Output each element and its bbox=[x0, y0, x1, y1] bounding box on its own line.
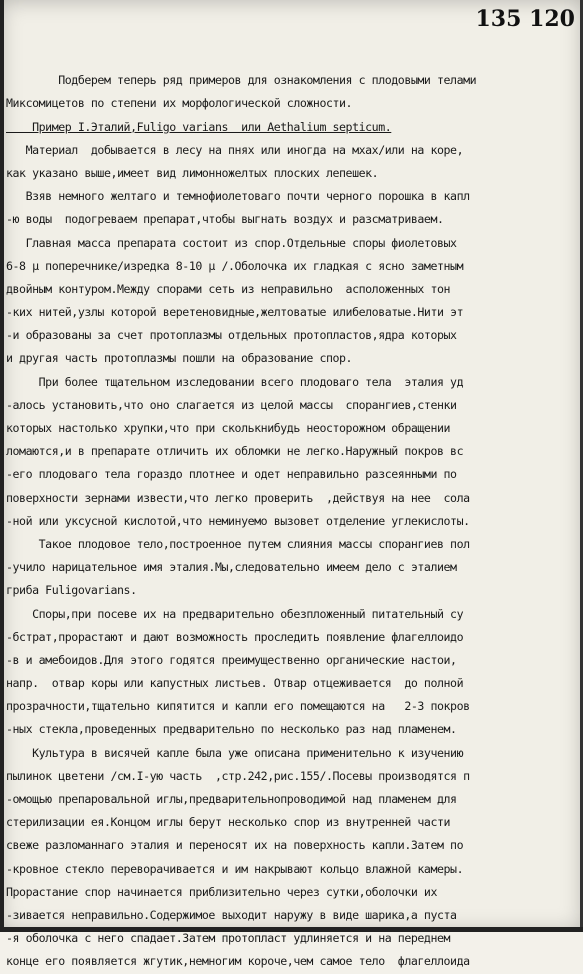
text-line: -его плодоваго тела гораздо плотнее и одет неправильно разсеянными по bbox=[6, 467, 457, 482]
text-line: Такое плодовое тело,построенное путем слияния массы спорангиев пол bbox=[6, 536, 470, 551]
text-line: -ких нитей,узлы которой веретеновидные,желтоватые илибеловатые.Нити эт bbox=[6, 305, 464, 320]
text-line: свеже разломаннаго эталия и переносят их на поверхность капли.Затем по bbox=[6, 838, 464, 853]
text-line: гриба Fuligovarians. bbox=[6, 583, 137, 598]
text-line: -зивается неправильно.Содержимое выходит наружу в виде шарика,а пуста bbox=[6, 907, 457, 922]
text-line: Материал добывается в лесу на пнях или иногда на мхах/или на коре, bbox=[6, 142, 464, 157]
text-line: -ной или уксусной кислотой,что неминуемо вызовет отделение углекислоты. bbox=[6, 513, 470, 528]
text-line: Споры,при посеве их на предварительно обезпложенный питательный су bbox=[6, 606, 464, 621]
text-line: Культура в висячей капле была уже описана применительно к изучению bbox=[6, 745, 464, 760]
text-line: При более тщательном изследовании всего плодоваго тела эталия уд bbox=[6, 374, 464, 389]
text-line: прозрачности,тщательно кипятится и капли его помещаются на 2-3 покров bbox=[6, 699, 470, 714]
text-line: Взяв немного желтаго и темнофиолетоваго почти черного порошка в капл bbox=[6, 189, 470, 204]
text-line: Подберем теперь ряд примеров для ознакомления с плодовыми телами bbox=[6, 73, 477, 88]
text-line: поверхности зернами извести,что легко проверить ,действуя на нее сола bbox=[6, 490, 470, 505]
text-line: Миксомицетов по степени их морфологической сложности. bbox=[6, 96, 353, 111]
text-line: -алось установить,что оно слагается из целой массы спорангиев,стенки bbox=[6, 397, 457, 412]
text-line: -в и амебоидов.Для этого годятся преимущественно органические настои, bbox=[6, 652, 457, 667]
text-line: как указано выше,имеет вид лимонножелтых плоских лепешек. bbox=[6, 165, 379, 180]
text-line: Пример I.Эталий,Fuligo varians или Aethalium septicum. bbox=[6, 119, 392, 134]
page-edge-left bbox=[0, 0, 4, 932]
text-line: -я оболочка с него спадает.Затем протопласт удлиняется и на переднем bbox=[6, 931, 451, 946]
text-line: ломаются,и в препарате отличить их обломки не легко.Наружный покров вс bbox=[6, 444, 464, 459]
text-line: -ю воды подогреваем препарат,чтобы выгнать воздух и разсматриваем. bbox=[6, 212, 444, 227]
page-number: 135 120 bbox=[475, 6, 575, 32]
text-line: и другая часть протоплазмы пошли на образование спор. bbox=[6, 351, 353, 366]
typewritten-text bbox=[6, 46, 580, 974]
text-line: Главная масса препарата состоит из спор.Отдельные споры фиолетовых bbox=[6, 235, 457, 250]
text-line: конце его появляется жгутик,немногим короче,чем самое тело флагеллоида bbox=[6, 954, 470, 969]
text-line: которых настолько хрупки,что при сколькнибудь неосторожном обращении bbox=[6, 421, 451, 436]
text-line: -ных стекла,проведенных предварительно по несколько раз над пламенем. bbox=[6, 722, 457, 737]
text-line: -учило нарицательное имя эталия.Мы,следовательно имеем дело с эталием bbox=[6, 560, 457, 575]
text-line: напр. отвар коры или капустных листьев. Отвар отцеживается до полной bbox=[6, 676, 464, 691]
text-line: 6-8 μ поперечнике/изредка 8-10 μ /.Оболочка их гладкая с ясно заметным bbox=[6, 258, 464, 273]
text-line: -омощью препаровальной иглы,предварительнопроводимой над пламенем для bbox=[6, 792, 457, 807]
text-line: Прорастание спор начинается приблизительно через сутки,оболочки их bbox=[6, 884, 437, 899]
text-line: -кровное стекло переворачивается и им накрывают кольцо влажной камеры. bbox=[6, 861, 464, 876]
text-line: -и образованы за счет протоплазмы отдельных протопластов,ядра которых bbox=[6, 328, 457, 343]
text-line: стерилизации ея.Концом иглы берут несколько спор из внутренней части bbox=[6, 815, 451, 830]
text-line: -бстрат,прорастают и дают возможность проследить появление флагеллоидо bbox=[6, 629, 464, 644]
text-line: пылинок цветени /см.I-ую часть ,стр.242,рис.155/.Посевы производятся п bbox=[6, 768, 470, 783]
text-line: двойным контуром.Между спорами сеть из неправильно асположенных тон bbox=[6, 281, 451, 296]
